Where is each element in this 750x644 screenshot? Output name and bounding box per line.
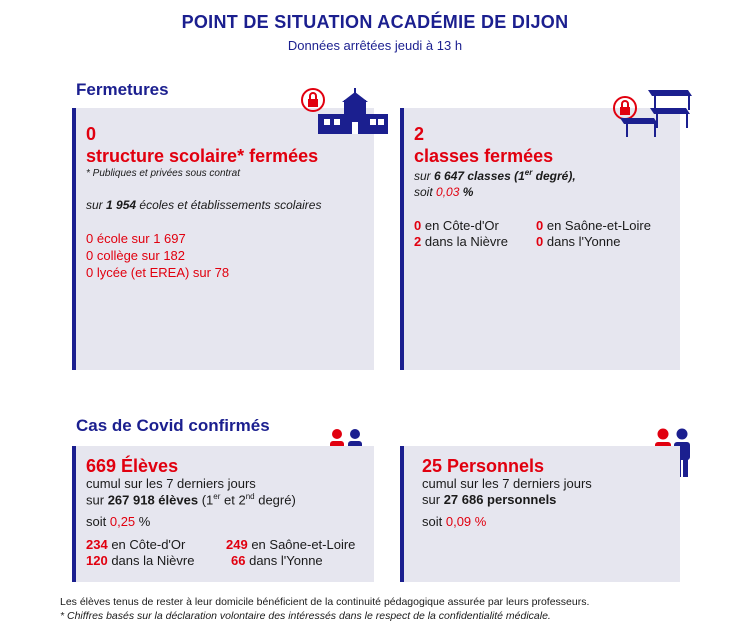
classes-departments-col2: [536, 218, 651, 250]
list-item: 0 collège sur 182: [86, 248, 186, 263]
footer-note: Les élèves tenus de rester à leur domicile bénéficient de la continuité pédagogique assurée par leurs professeurs.: [60, 596, 590, 608]
structures-breakdown: [86, 230, 229, 281]
eleves-line2: sur 267 918 élèves (1er et 2nd degré): [86, 492, 296, 508]
eleves-percent: soit 0,25 %: [86, 514, 151, 529]
classes-count: 2: [414, 124, 425, 144]
list-item: 0 école sur 1 697: [86, 231, 186, 246]
eleves-departments-col2: [226, 537, 355, 569]
personnels-line2: sur 27 686 personnels: [422, 492, 557, 507]
list-item: 234 en Côte-d'Or: [86, 537, 186, 552]
classes-departments: [414, 218, 508, 250]
list-item: 66 dans l'Yonne: [231, 553, 323, 568]
school-locked-icon: [300, 86, 390, 136]
structures-total: sur 1 954 écoles et établissements scolaires: [86, 198, 322, 212]
eleves-line1: cumul sur les 7 derniers jours: [86, 476, 256, 491]
footer-footnote: * Chiffres basés sur la déclaration volontaire des intéressés dans le respect de la confidentialité médicale.: [60, 610, 551, 622]
classes-label: classes fermées: [414, 146, 554, 166]
personnels-headline: 25 Personnels: [422, 456, 545, 476]
personnels-line1: cumul sur les 7 derniers jours: [422, 476, 592, 491]
structures-label: structure scolaire* fermées: [86, 146, 319, 166]
section-title-covid: Cas de Covid confirmés: [76, 416, 270, 435]
structures-note: * Publiques et privées sous contrat: [86, 168, 240, 179]
page-title: POINT DE SITUATION ACADÉMIE DE DIJON: [181, 12, 569, 32]
list-item: 0 dans l'Yonne: [536, 234, 621, 249]
section-title-fermetures: Fermetures: [76, 80, 169, 99]
desks-locked-icon: [612, 86, 694, 138]
list-item: 0 en Saône-et-Loire: [536, 218, 651, 233]
list-item: 2 dans la Nièvre: [414, 234, 508, 249]
list-item: 120 dans la Nièvre: [86, 553, 195, 568]
eleves-departments: [86, 537, 194, 569]
list-item: 0 lycée (et EREA) sur 78: [86, 265, 230, 280]
personnels-percent: soit 0,09 %: [422, 514, 487, 529]
structures-count: 0: [86, 124, 97, 144]
classes-percent: soit 0,03 %: [414, 185, 474, 199]
list-item: 0 en Côte-d'Or: [414, 218, 499, 233]
classes-total: sur 6 647 classes (1er degré),: [414, 168, 576, 183]
list-item: 249 en Saône-et-Loire: [226, 537, 356, 552]
page-subtitle: Données arrêtées jeudi à 13 h: [287, 38, 463, 53]
eleves-headline: 669 Élèves: [86, 456, 179, 476]
